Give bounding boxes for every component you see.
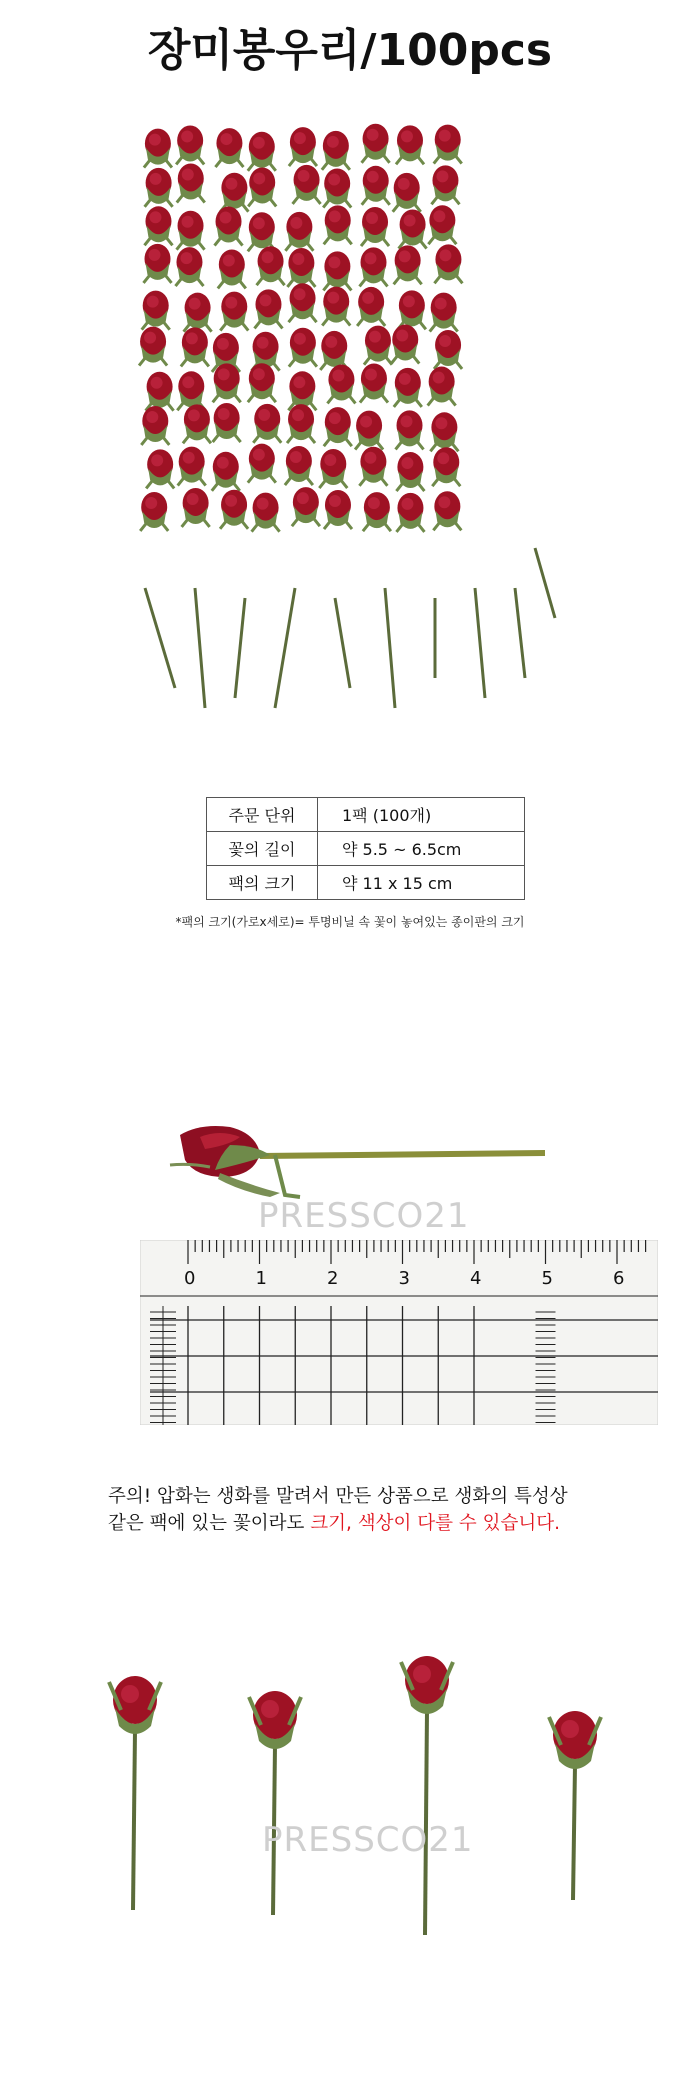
rose-pack-photo <box>135 118 575 718</box>
rose-bud <box>248 132 276 171</box>
spec-row-order-unit <box>207 798 525 832</box>
rose-bud <box>293 165 321 204</box>
rose-bud <box>362 166 390 205</box>
notice-line-1: 주의! 압화는 생화를 말려서 만든 상품으로 생화의 특성상 <box>108 1486 568 1507</box>
rose-bud <box>322 131 350 170</box>
product-title: 장미봉우리/100pcs <box>147 25 553 76</box>
ruler-tick-label: 6 <box>613 1268 625 1289</box>
rose-bud <box>324 490 352 529</box>
rose-bud <box>215 128 243 167</box>
rose-bud <box>320 331 348 370</box>
rose-bud <box>285 446 313 485</box>
rose-bud <box>184 293 212 332</box>
rose-bud <box>430 293 458 332</box>
notice-highlight: 크기, 색상이 다를 수 있습니다. <box>310 1513 560 1534</box>
rose-bud <box>322 287 350 326</box>
watermark-text: PRESSCO21 <box>262 1820 474 1860</box>
rose-bud <box>175 247 203 286</box>
rose-bud <box>327 364 355 403</box>
spec-value: 1팩 (100개) <box>318 798 525 832</box>
watermark-text: PRESSCO21 <box>258 1196 470 1236</box>
pack-size-footnote: *팩의 크기(가로x세로)= 투명비닐 속 꽃이 놓여있는 종이판의 크기 <box>175 915 525 929</box>
rose-bud <box>254 289 282 328</box>
rose-bud <box>212 452 240 491</box>
rose-bud <box>360 364 388 403</box>
rose-bud <box>218 249 246 288</box>
rose-bud <box>364 326 392 365</box>
rose-bud <box>319 449 347 488</box>
rose-bud <box>396 452 424 491</box>
rose-bud <box>183 404 211 443</box>
spec-label: 주문 단위 <box>207 798 318 832</box>
spec-table <box>206 797 525 900</box>
rose-bud <box>248 444 276 483</box>
rose-bud <box>140 492 168 531</box>
spec-label: 꽃의 길이 <box>207 832 318 866</box>
rose-bud <box>289 328 317 367</box>
rose-bud <box>213 403 241 442</box>
rose-bud <box>362 124 390 163</box>
rose-bud <box>139 327 167 366</box>
rose-bud <box>433 491 461 530</box>
rose-bud <box>141 406 169 445</box>
rose-bud <box>399 210 427 249</box>
rose-bud <box>144 244 172 283</box>
rose-bud <box>428 205 456 244</box>
rose-bud <box>289 127 317 166</box>
spec-value: 약 5.5 ~ 6.5cm <box>318 832 525 866</box>
rose-bud <box>287 248 315 287</box>
rose-bud <box>398 290 426 329</box>
rose-bud <box>176 125 204 164</box>
rose-bud <box>361 207 389 246</box>
rose-bud <box>257 246 285 285</box>
rose-bud <box>434 244 462 283</box>
rose-bud <box>285 212 313 251</box>
rose-bud <box>252 493 280 532</box>
rose-bud <box>430 412 458 451</box>
ruler-tick-label: 1 <box>255 1268 267 1289</box>
rose-bud <box>363 492 391 531</box>
rose-bud <box>434 330 462 369</box>
rose-bud <box>144 206 172 245</box>
rose-bud <box>391 325 419 364</box>
rose-bud <box>177 371 205 410</box>
rose-bud <box>355 411 383 450</box>
spec-value: 약 11 x 15 cm <box>318 866 525 900</box>
rose-bud <box>146 372 174 411</box>
rose-bud <box>178 447 206 486</box>
rose-bud <box>394 245 422 284</box>
ruler-tick-label: 3 <box>398 1268 410 1289</box>
rose-bud <box>292 487 320 526</box>
rose-bud <box>428 367 456 406</box>
rose-bud <box>359 447 387 486</box>
rose-bud <box>393 173 421 212</box>
rose-bud <box>177 211 205 250</box>
rose-bud <box>287 404 315 443</box>
notice-text <box>108 1483 568 1537</box>
rose-bud <box>324 205 352 244</box>
rose-bud <box>142 291 170 330</box>
ruler-tick-label: 5 <box>541 1268 553 1289</box>
rose-bud <box>177 164 205 203</box>
rose-bud <box>432 447 460 486</box>
rose-bud <box>213 363 241 402</box>
spec-row-flower-length <box>207 832 525 866</box>
single-rose-photo <box>160 1115 560 1205</box>
rose-bud <box>324 407 352 446</box>
rose-bud <box>145 168 173 207</box>
rose-bud <box>394 368 422 407</box>
spec-label: 팩의 크기 <box>207 866 318 900</box>
ruler <box>140 1240 658 1425</box>
rose-bud <box>220 292 248 331</box>
rose-bud <box>220 490 248 529</box>
rose-bud <box>253 404 281 443</box>
rose-bud <box>434 125 462 164</box>
ruler-tick-label: 2 <box>327 1268 339 1289</box>
rose-bud <box>220 173 248 212</box>
spec-row-pack-size <box>207 866 525 900</box>
rose-bud <box>248 167 276 206</box>
rose-bud <box>360 247 388 286</box>
notice-line-2 <box>108 1510 568 1537</box>
rose-bud <box>357 287 385 326</box>
rose-bud <box>396 125 424 164</box>
rose-bud <box>144 129 172 168</box>
rose-bud <box>248 363 276 402</box>
rose-bud <box>181 327 209 366</box>
rose-bud <box>431 165 459 204</box>
rose-bud <box>396 493 424 532</box>
ruler-tick-label: 4 <box>470 1268 482 1289</box>
rose-bud <box>396 410 424 449</box>
rose-bud <box>289 283 317 322</box>
notice-line-2-prefix: 같은 팩에 있는 꽃이라도 <box>108 1513 311 1534</box>
rose-bud <box>323 251 351 290</box>
rose-bud <box>323 169 351 208</box>
rose-bud <box>215 207 243 246</box>
rose-bud <box>248 212 276 251</box>
rose-bud <box>146 449 174 488</box>
rose-bud <box>182 488 210 527</box>
ruler-tick-label: 0 <box>184 1268 196 1289</box>
